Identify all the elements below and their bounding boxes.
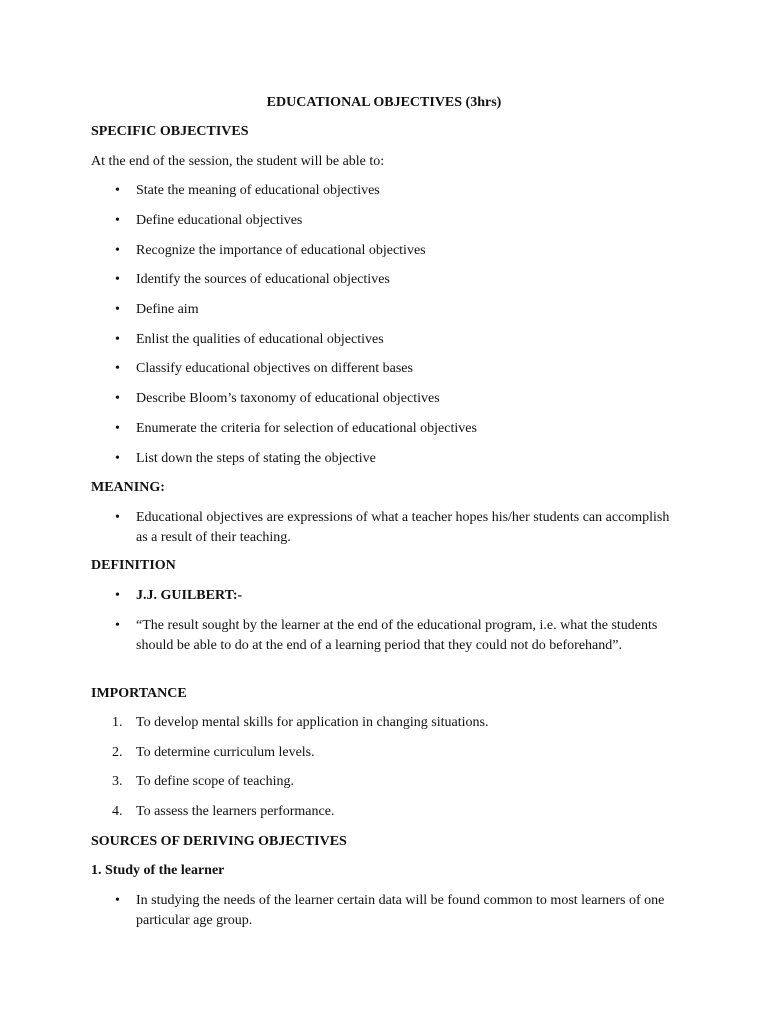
list-item: To develop mental skills for application in changing situations. <box>136 715 489 730</box>
list-number: 4. <box>112 804 123 819</box>
bullet-marker: • <box>115 588 120 603</box>
list-item: To determine curriculum levels. <box>136 745 315 760</box>
bullet-marker: • <box>115 618 120 633</box>
importance-heading: IMPORTANCE <box>91 686 187 701</box>
list-item: Enlist the qualities of educational objectives <box>136 332 384 347</box>
document-title: EDUCATIONAL OBJECTIVES (3hrs) <box>266 95 502 110</box>
bullet-marker: • <box>115 361 120 376</box>
bullet-marker: • <box>115 213 120 228</box>
bullet-marker: • <box>115 183 120 198</box>
meaning-heading: MEANING: <box>91 480 165 495</box>
bullet-marker: • <box>115 302 120 317</box>
list-number: 2. <box>112 745 123 760</box>
bullet-marker: • <box>115 243 120 258</box>
bullet-marker: • <box>115 451 120 466</box>
list-item: To assess the learners performance. <box>136 804 335 819</box>
list-item: Enumerate the criteria for selection of educational objectives <box>136 421 477 436</box>
sources-subheading: 1. Study of the learner <box>91 863 225 878</box>
list-item: Recognize the importance of educational objectives <box>136 243 426 258</box>
meaning-text: Educational objectives are expressions of what a teacher hopes his/her students can accomplish as a result of their teaching. <box>136 510 670 545</box>
bullet-marker: • <box>115 272 120 287</box>
definition-author: J.J. GUILBERT:- <box>136 588 243 603</box>
list-item: Define educational objectives <box>136 213 303 228</box>
specific-objectives-intro: At the end of the session, the student will be able to: <box>91 154 385 169</box>
list-item: Identify the sources of educational objectives <box>136 272 390 287</box>
list-item: State the meaning of educational objectives <box>136 183 380 198</box>
definition-quote: “The result sought by the learner at the end of the educational program, i.e. what the students should be able to do at the end of a learning period that they could not do beforehand”. <box>136 618 658 653</box>
bullet-marker: • <box>115 391 120 406</box>
list-item: To define scope of teaching. <box>136 774 295 789</box>
bullet-marker: • <box>115 893 120 908</box>
list-item: Classify educational objectives on different bases <box>136 361 413 376</box>
specific-objectives-heading: SPECIFIC OBJECTIVES <box>91 124 249 139</box>
bullet-marker: • <box>115 510 120 525</box>
bullet-marker: • <box>115 421 120 436</box>
sources-heading: SOURCES OF DERIVING OBJECTIVES <box>91 834 347 849</box>
sources-text: In studying the needs of the learner certain data will be found common to most learners of one particular age group. <box>136 893 665 928</box>
list-item: Define aim <box>136 302 199 317</box>
bullet-marker: • <box>115 332 120 347</box>
definition-heading: DEFINITION <box>91 558 176 573</box>
list-number: 1. <box>112 715 123 730</box>
list-item: Describe Bloom’s taxonomy of educational objectives <box>136 391 440 406</box>
list-item: List down the steps of stating the objective <box>136 451 376 466</box>
list-number: 3. <box>112 774 123 789</box>
